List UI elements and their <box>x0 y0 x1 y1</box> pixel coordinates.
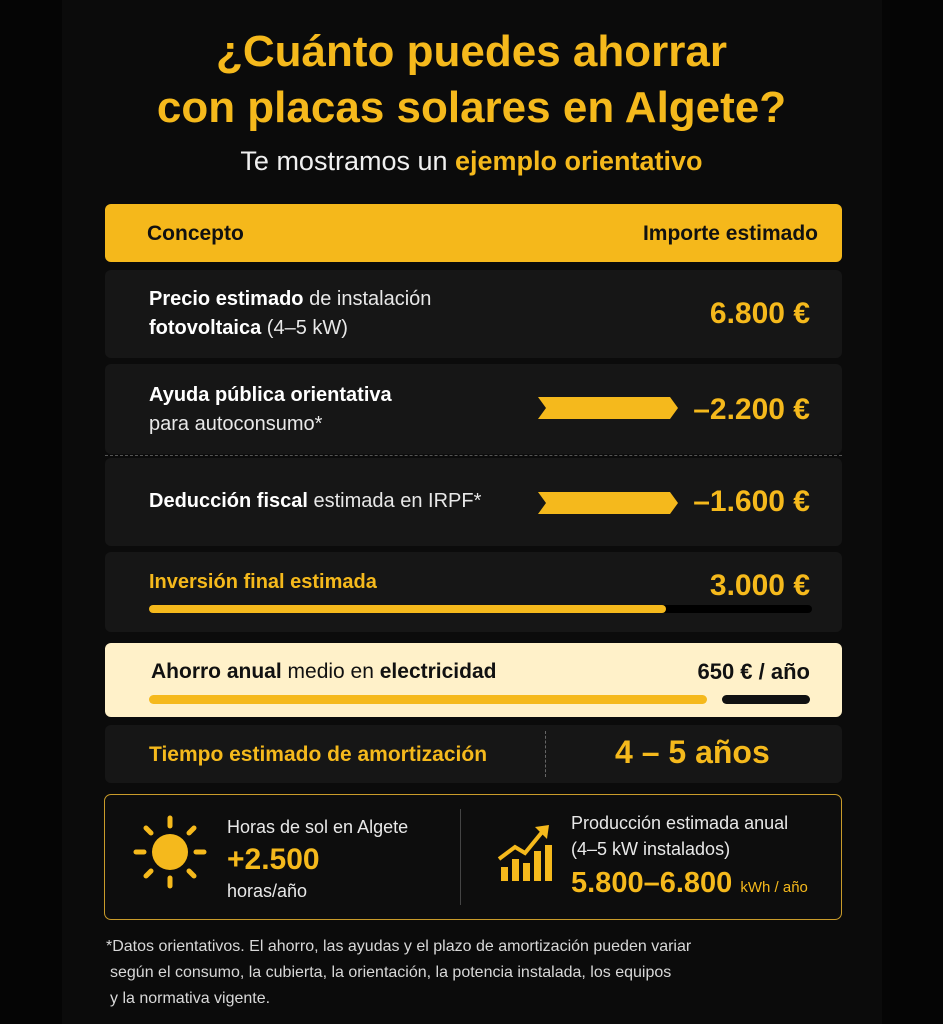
label-rest: estimada en IRPF* <box>307 490 482 512</box>
savings-progress-remainder <box>722 695 810 704</box>
row-final-label: Inversión final estimada <box>149 571 377 593</box>
row-tax-value: –1.600 € <box>693 485 810 518</box>
sun-icon <box>133 815 207 889</box>
savings-value: 650 € / año <box>697 659 810 684</box>
footnote-line-3: y la normativa vigente. <box>110 990 271 1007</box>
arrow-bar-icon <box>538 397 678 419</box>
arrow-bar-icon <box>538 492 678 514</box>
label-rest: para autoconsumo* <box>149 413 323 435</box>
label-bold: fotovoltaica <box>149 317 262 339</box>
production-value: 5.800–6.800 <box>571 867 733 899</box>
sun-hours-label: Horas de sol en Algete <box>227 817 409 837</box>
row-public-aid <box>105 364 842 454</box>
annual-savings-row <box>105 643 842 717</box>
sun-hours-unit: horas/año <box>227 881 308 901</box>
dashed-divider <box>105 455 842 456</box>
label-rest: (4–5 kW) <box>261 317 348 339</box>
label-rest: medio en <box>281 660 380 683</box>
production-label: Producción estimada anual <box>571 813 789 833</box>
row-final-investment <box>105 552 842 632</box>
title-line-2: con placas solares en Algete? <box>156 83 787 132</box>
footnote-line-1: *Datos orientativos. El ahorro, las ayudas y el plazo de amortización pueden variar <box>106 938 692 955</box>
row-final-value: 3.000 € <box>709 569 810 602</box>
growth-chart-icon <box>497 823 553 883</box>
row-tax-deduction <box>105 458 842 546</box>
header-amount: Importe estimado <box>642 222 818 245</box>
footnote-line-2: según el consumo, la cubierta, la orientación, la potencia instalada, los equipos <box>110 964 672 981</box>
label-bold: electricidad <box>379 660 497 683</box>
savings-progress-bar <box>149 695 707 704</box>
payback-separator <box>545 731 546 777</box>
footnote <box>106 934 846 1012</box>
final-progress-fill <box>149 605 666 613</box>
row-installation-value: 6.800 € <box>709 297 810 330</box>
row-aid-value: –2.200 € <box>693 393 810 426</box>
row-aid-label <box>149 381 392 439</box>
label-bold: Deducción fiscal <box>149 490 308 512</box>
label-bold: Ahorro anual <box>151 660 282 683</box>
label-rest: de instalación <box>303 288 432 310</box>
info-box <box>104 794 842 920</box>
savings-label <box>151 660 496 684</box>
info-divider <box>460 809 461 905</box>
title-line-1: ¿Cuánto puedes ahorrar <box>216 27 727 76</box>
production-sublabel: (4–5 kW instalados) <box>571 839 731 859</box>
sun-hours-value: +2.500 <box>227 843 320 876</box>
row-tax-label <box>149 487 481 516</box>
final-progress-track <box>149 605 812 613</box>
payback-label: Tiempo estimado de amortización <box>149 743 488 766</box>
production-value-wrap <box>571 867 808 900</box>
subtitle-prefix: Te mostramos un <box>240 146 455 176</box>
payback-value: 4 – 5 años <box>615 734 770 770</box>
label-bold: Ayuda pública orientativa <box>149 384 392 406</box>
row-installation-label <box>149 285 431 343</box>
payback-row <box>105 725 842 783</box>
label-bold: Precio estimado <box>149 288 304 310</box>
header-concept: Concepto <box>147 222 244 245</box>
row-installation-price <box>105 270 842 358</box>
production-unit: kWh / año <box>740 879 808 896</box>
subtitle <box>0 146 943 177</box>
subtitle-highlight: ejemplo orientativo <box>455 146 703 176</box>
table-header <box>105 204 842 262</box>
